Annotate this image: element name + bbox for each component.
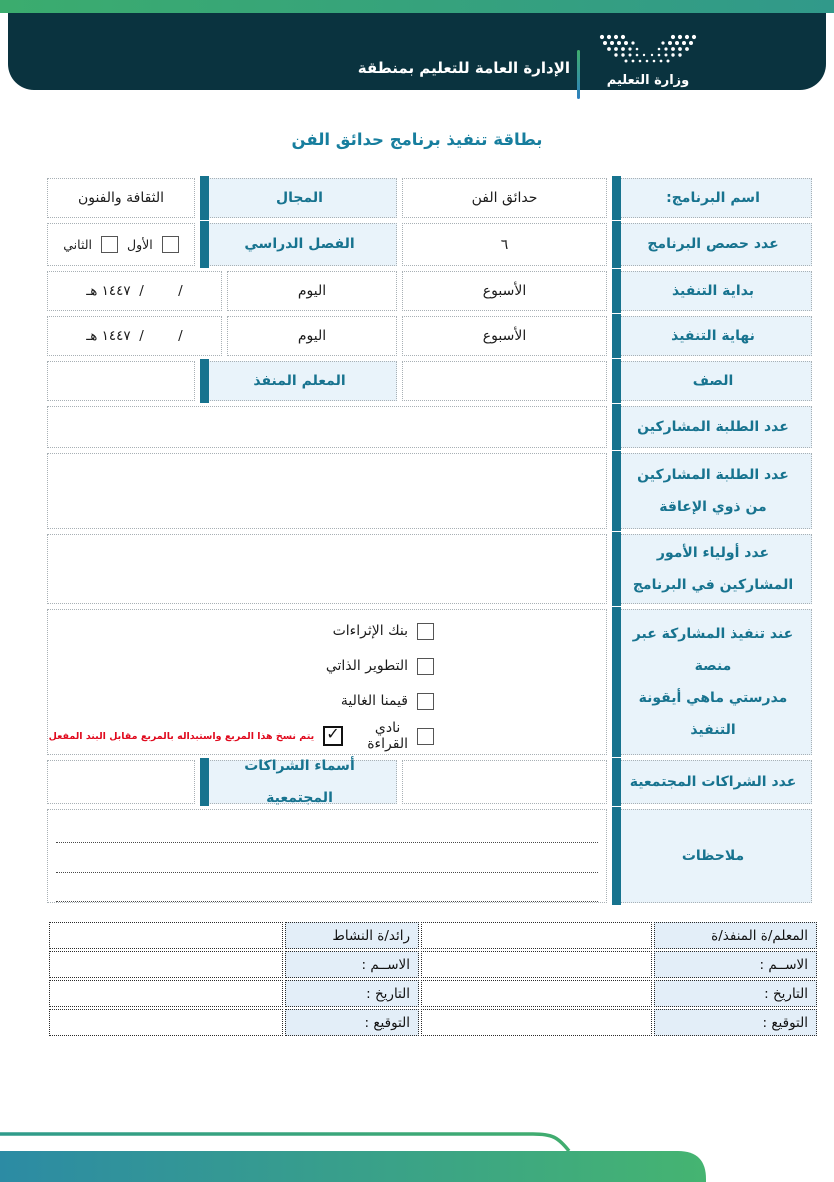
teacher-signature-label: التوقيع : bbox=[654, 1009, 817, 1036]
partnerships-names-label: أسماء الشراكات المجتمعية bbox=[200, 760, 397, 804]
self-development-checkbox[interactable] bbox=[417, 658, 434, 675]
semester-second-label: الثاني bbox=[63, 237, 93, 252]
signature-name-row bbox=[47, 951, 817, 978]
start-day-field[interactable]: اليوم bbox=[227, 271, 397, 311]
ministry-logo bbox=[592, 34, 704, 98]
ministry-logo-arabic: وزارة التعليم bbox=[606, 73, 690, 88]
row-sessions-semester bbox=[47, 223, 812, 266]
field-value: الثقافة والفنون bbox=[47, 178, 195, 218]
row-platform-icon bbox=[47, 609, 812, 755]
reading-club-checkbox[interactable] bbox=[417, 728, 434, 745]
signature-table bbox=[47, 922, 817, 1038]
semester-second-checkbox[interactable] bbox=[101, 236, 118, 253]
program-name-label: اسم البرنامج: bbox=[612, 178, 812, 218]
row-program-name bbox=[47, 178, 812, 218]
sessions-count-value: ٦ bbox=[402, 223, 607, 266]
row-students-count bbox=[47, 406, 812, 448]
platform-label bbox=[612, 609, 812, 755]
teacher-signature-field[interactable] bbox=[421, 1009, 652, 1036]
platform-option-label: نادي القراءة bbox=[367, 720, 408, 752]
leader-name-field[interactable] bbox=[49, 951, 283, 978]
teacher-date-label: التاريخ : bbox=[654, 980, 817, 1007]
signature-date-row bbox=[47, 980, 817, 1007]
region-title: الإدارة العامة للتعليم بمنطقة bbox=[357, 59, 570, 77]
students-count-field[interactable] bbox=[47, 406, 607, 448]
executing-teacher-name-space[interactable] bbox=[421, 922, 652, 949]
form-title: بطاقة تنفيذ برنامج حدائق الفن bbox=[291, 130, 543, 149]
footer-bar bbox=[0, 1151, 706, 1182]
field-label: المجال bbox=[200, 178, 397, 218]
row-disabled-students bbox=[47, 453, 812, 529]
notes-writing-line[interactable] bbox=[56, 843, 598, 872]
leader-name-label: الاســم : bbox=[285, 951, 419, 978]
executing-teacher-header: المعلم/ة المنفذ/ة bbox=[654, 922, 817, 949]
platform-label-line1: عند تنفيذ المشاركة عبر منصة bbox=[632, 625, 794, 674]
platform-option-label: التطوير الذاتي bbox=[325, 658, 408, 674]
partnerships-count-field[interactable] bbox=[402, 760, 607, 804]
activity-leader-name-space[interactable] bbox=[49, 922, 283, 949]
platform-option bbox=[326, 656, 434, 676]
row-notes bbox=[47, 809, 812, 903]
partnerships-names-field[interactable] bbox=[47, 760, 195, 804]
row-parents-count bbox=[47, 534, 812, 604]
leader-date-field[interactable] bbox=[49, 980, 283, 1007]
teacher-name-label: الاســم : bbox=[654, 951, 817, 978]
leader-signature-label: التوقيع : bbox=[285, 1009, 419, 1036]
school-title: مدرسة bbox=[519, 89, 570, 107]
disabled-students-field[interactable] bbox=[47, 453, 607, 529]
signature-header-row bbox=[47, 922, 817, 949]
ministry-logo-english: Ministry of Education bbox=[608, 89, 688, 98]
teacher-label: المعلم المنفذ bbox=[200, 361, 397, 401]
checked-checkbox-icon bbox=[323, 726, 343, 746]
enrichment-bank-checkbox[interactable] bbox=[417, 623, 434, 640]
notes-writing-line[interactable] bbox=[56, 873, 598, 902]
platform-option bbox=[341, 691, 434, 711]
teacher-date-field[interactable] bbox=[421, 980, 652, 1007]
footer-wave bbox=[0, 1120, 834, 1182]
end-date-label: نهاية التنفيذ bbox=[612, 316, 812, 356]
notes-field bbox=[47, 809, 607, 903]
semester-first-label: الأول bbox=[127, 237, 153, 252]
platform-option bbox=[333, 621, 434, 641]
teacher-name-field[interactable] bbox=[421, 951, 652, 978]
signature-sign-row bbox=[47, 1009, 817, 1036]
leader-date-label: التاريخ : bbox=[285, 980, 419, 1007]
semester-label: الفصل الدراسي bbox=[200, 223, 397, 266]
platform-label-line2: مدرستي ماهي أيقونة التنفيذ bbox=[638, 690, 788, 739]
notes-writing-line[interactable] bbox=[56, 814, 598, 843]
end-date-field[interactable]: / / ١٤٤٧ هـ bbox=[47, 316, 222, 356]
row-partnerships bbox=[47, 757, 812, 806]
end-week-field[interactable]: الأسبوع bbox=[402, 316, 607, 356]
notes-label: ملاحظات bbox=[612, 809, 812, 903]
platform-note: يتم نسخ هذا المربع واستبداله بالمربع مقابل البند المفعل bbox=[48, 730, 315, 742]
leader-signature-field[interactable] bbox=[49, 1009, 283, 1036]
platform-option bbox=[48, 720, 434, 752]
row-end-date bbox=[47, 316, 812, 356]
teacher-value-field[interactable] bbox=[47, 361, 195, 401]
header-gradient-strip bbox=[0, 0, 834, 13]
row-start-date bbox=[47, 271, 812, 311]
sessions-count-label: عدد حصص البرنامج bbox=[612, 223, 812, 266]
main-form-table bbox=[47, 178, 812, 908]
semester-options bbox=[47, 223, 195, 266]
our-values-checkbox[interactable] bbox=[417, 693, 434, 710]
platform-option-label: قيمنا الغالية bbox=[340, 693, 408, 709]
semester-first-checkbox[interactable] bbox=[162, 236, 179, 253]
end-day-field[interactable]: اليوم bbox=[227, 316, 397, 356]
platform-options-field bbox=[47, 609, 607, 755]
start-week-field[interactable]: الأسبوع bbox=[402, 271, 607, 311]
class-value-field[interactable] bbox=[402, 361, 607, 401]
row-class-teacher bbox=[47, 361, 812, 401]
footer-curve-line bbox=[0, 1134, 569, 1151]
partnerships-count-label: عدد الشراكات المجتمعية bbox=[612, 760, 812, 804]
activity-leader-header: رائد/ة النشاط bbox=[285, 922, 419, 949]
ministry-logo-dots-icon bbox=[598, 34, 698, 66]
parents-count-field[interactable] bbox=[47, 534, 607, 604]
header-bar bbox=[8, 13, 826, 107]
class-label: الصف bbox=[612, 361, 812, 401]
disabled-students-label: عدد الطلبة المشاركين من ذوي الإعاقة bbox=[612, 453, 812, 529]
start-date-label: بداية التنفيذ bbox=[612, 271, 812, 311]
header-divider bbox=[577, 50, 581, 99]
parents-count-label: عدد أولياء الأمور المشاركين في البرنامج bbox=[612, 534, 812, 604]
program-name-value: حدائق الفن bbox=[402, 178, 607, 218]
students-count-label: عدد الطلبة المشاركين bbox=[612, 406, 812, 448]
platform-option-label: بنك الإثراءات bbox=[332, 623, 408, 639]
start-date-field[interactable]: / / ١٤٤٧ هـ bbox=[47, 271, 222, 311]
